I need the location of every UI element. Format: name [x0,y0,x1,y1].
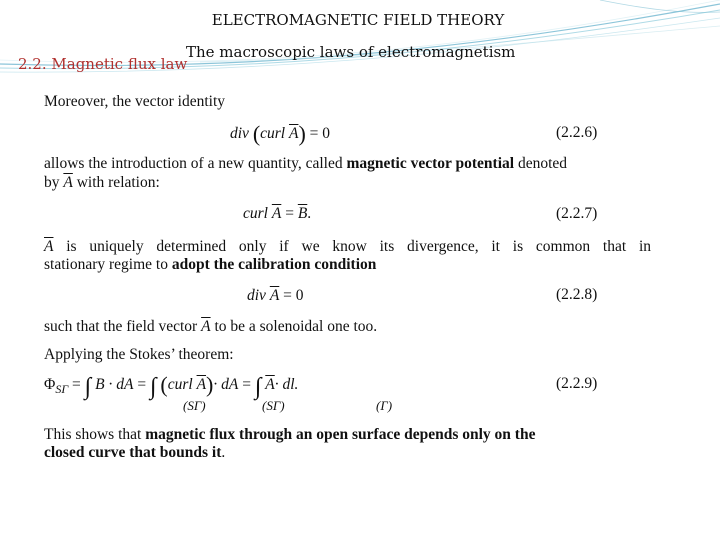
eq-curl: curl [260,125,286,142]
paragraph-conclusion-line1 [44,426,535,444]
eq-integral: ∫ [84,374,92,400]
eq-vector-a: $\overline{A}$ [265,376,275,393]
text-span: denoted [514,155,568,172]
eq-curl: curl [167,376,193,393]
paragraph-vector-identity: Moreover, the vector identity [44,93,226,110]
eq-curl: curl [243,205,268,222]
equation-number-2-2-6: (2.2.6) [556,124,598,141]
paragraph-vector-potential-line2 [44,174,160,192]
text-span: . [221,444,226,461]
text-span: such that the field vector [44,318,202,335]
equation-number-2-2-7: (2.2.7) [556,205,598,222]
term-calibration-condition: adopt the calibration condition [171,256,377,273]
equation-2-2-7 [243,205,311,223]
eq-equals: = [285,205,294,222]
text-span: to be a solenoidal one too. [210,318,378,335]
paragraph-vector-potential-line1 [44,155,567,173]
integral-domain-3: (Γ) [376,398,393,413]
term-magnetic-vector-potential: magnetic vector potential [346,155,515,172]
equation-number-2-2-9: (2.2.9) [556,375,598,392]
equation-2-2-9: $\Phi_{S\Gamma}$ = ∫ B · dA = ∫ (curl $\overline{A})\cdot$ dA = ∫ $\overline{A}\cdot$ dl. [44,372,299,400]
text-span: stationary regime to [44,256,172,273]
text-span: with relation: [72,174,160,191]
equation-2-2-6: div (curl $\overline{A}) = 0$ [230,121,331,146]
integral-domain-1: (SΓ) [183,398,206,413]
page-title: ELECTROMAGNETIC FIELD THEORY [211,11,505,29]
eq-div: div [247,287,266,304]
eq-equals: = [72,376,81,393]
paragraph-divergence-line1 [44,238,651,256]
eq-integral: ∫ [149,374,157,400]
eq-equals: = [242,376,251,393]
text-span: This shows that [44,426,146,443]
vector-a-symbol: $\overline{A}$ [63,174,73,191]
eq-phi: Φ [44,376,56,393]
page-subtitle: The macroscopic laws of electromagnetism [186,43,516,61]
vector-a-symbol: $\overline{A}$ [201,318,211,335]
eq-div: div [230,125,249,142]
eq-period: . [307,205,312,222]
eq-equals: = [137,376,147,393]
eq-term-dl: · dl. [274,376,299,393]
integral-domain-2: (SΓ) [262,398,285,413]
term-magnetic-flux-statement: magnetic flux through an open surface depends only on the [145,426,536,443]
eq-term-b-da: B · dA [95,376,134,393]
equation-2-2-8 [247,287,304,305]
eq-rhs: = 0 [309,125,331,142]
eq-vector-b: $\overline{B}$ [297,205,308,222]
text-span: by [44,174,64,191]
eq-rhs: = 0 [283,287,304,304]
paragraph-conclusion-line2 [44,444,225,462]
section-heading: 2.2. Magnetic flux law [18,55,188,73]
text-span: is uniquely determined only if we know its divergence, it is common that in [53,238,651,255]
eq-phi-subscript: SΓ [55,382,69,396]
paragraph-divergence-line2 [44,256,376,274]
eq-term-da: · dA [213,376,239,393]
vector-a-symbol: $\overline{A}$ [44,238,54,255]
eq-vector-a: $\overline{A}$ [271,205,282,222]
eq-vector-a: $\overline{A}$ [269,287,280,304]
term-closed-curve: closed curve that bounds it [44,444,222,461]
text-span: allows the introduction of a new quantity, called [44,155,347,172]
paragraph-solenoidal [44,318,377,336]
eq-vector-a: $\overline{A}$ [196,376,207,393]
equation-number-2-2-8: (2.2.8) [556,286,598,303]
paragraph-stokes: Applying the Stokes’ theorem: [44,346,234,363]
eq-vector-a: $\overline{A}$ [288,125,299,142]
eq-integral: ∫ [254,374,262,400]
